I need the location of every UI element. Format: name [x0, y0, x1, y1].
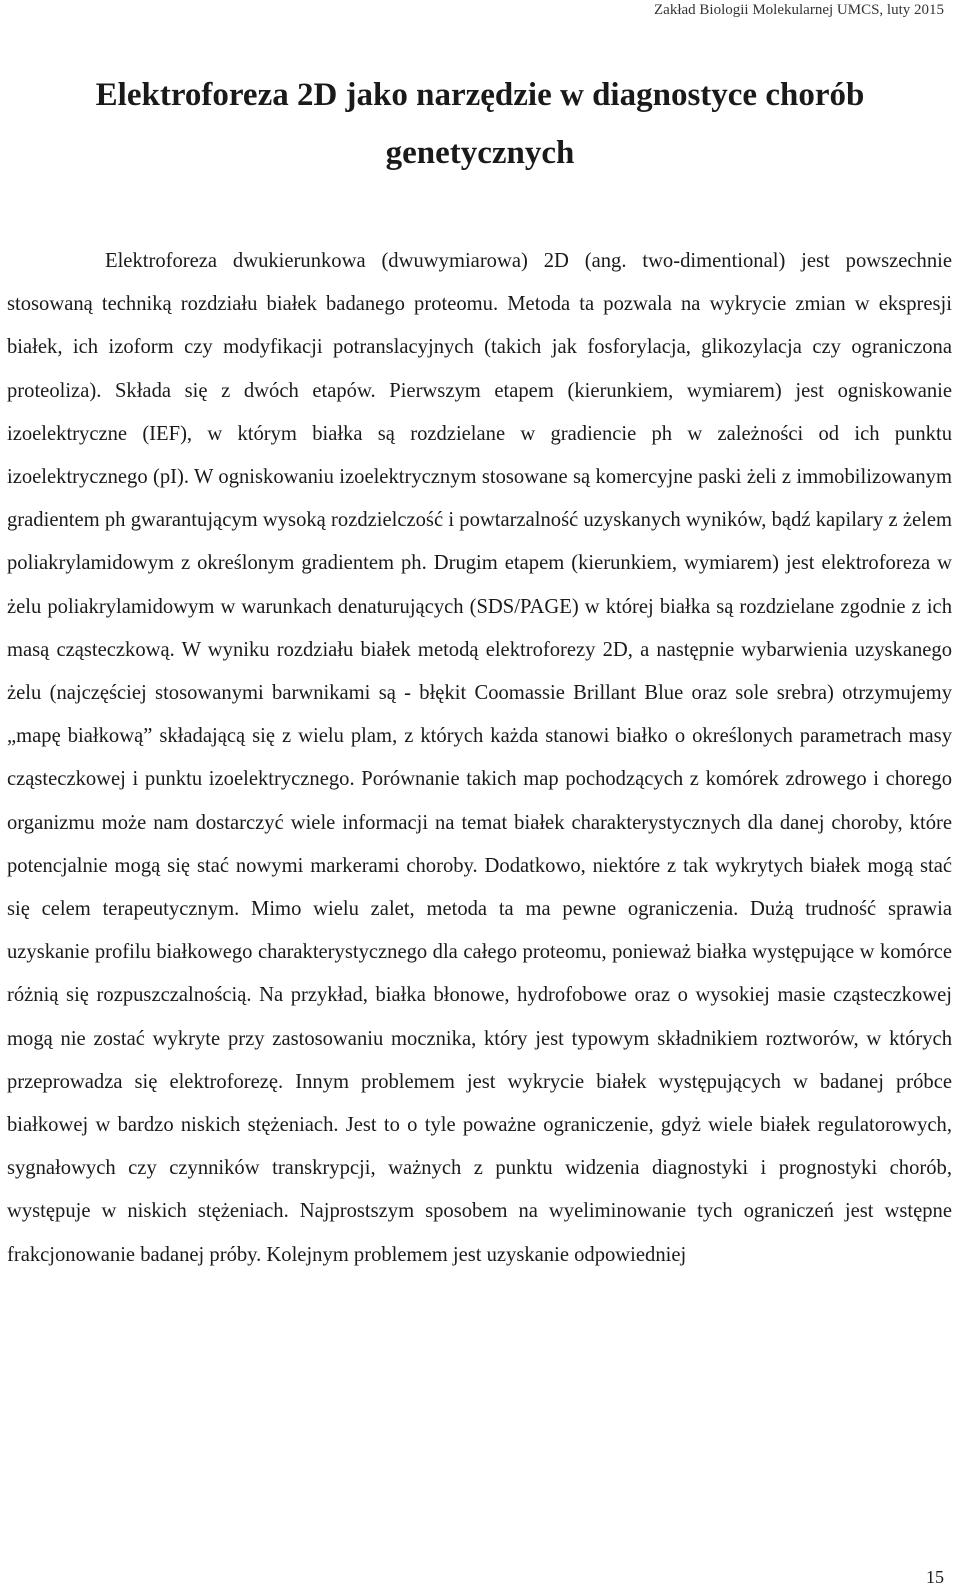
page-title-line-1: Elektroforeza 2D jako narzędzie w diagnostyce chorób	[95, 77, 865, 113]
running-head: Zakład Biologii Molekularnej UMCS, luty 2015	[654, 2, 944, 18]
body-paragraph: Elektroforeza dwukierunkowa (dwuwymiarowa) 2D (ang. two-dimentional) jest powszechnie stosowaną techniką rozdziału białek badanego proteomu. Metoda ta pozwala na wykrycie zmian w ekspresji białek, ich izoform czy modyfikacji potranslacyjnych (takich jak fosforylacja, glikozylacja czy ograniczona proteoliza). Składa się z dwóch etapów. Pierwszym etapem (kierunkiem, wymiarem) jest ogniskowanie izoelektryczne (IEF), w którym białka są rozdzielane w gradiencie ph w zależności od ich punktu izoelektrycznego (pI). W ogniskowaniu izoelektrycznym stosowane są komercyjne paski żeli z immobilizowanym gradientem ph gwarantującym wysoką rozdzielczość i powtarzalność uzyskanych wyników, bądź kapilary z żelem poliakrylamidowym z określonym gradientem ph. Drugim etapem (kierunkiem, wymiarem) jest elektroforeza w żelu poliakrylamidowym w warunkach denaturujących (SDS/PAGE) w której białka są rozdzielane zgodnie z ich masą cząsteczkową. W wyniku rozdziału białek metodą elektroforezy 2D, a następnie wybarwienia uzyskanego żelu (najczęściej stosowanymi barwnikami są - błękit Coomassie Brillant Blue oraz sole srebra) otrzymujemy „mapę białkową” składającą się z wielu plam, z których każda stanowi białko o określonych parametrach masy cząsteczkowej i punktu izoelektrycznego. Porównanie takich map pochodzących z komórek zdrowego i chorego organizmu może nam dostarczyć wiele informacji na temat białek charakterystycznych dla danej choroby, które potencjalnie mogą się stać nowymi markerami choroby. Dodatkowo, niektóre z tak wykrytych białek mogą stać się celem terapeutycznym. Mimo wielu zalet, metoda ta ma pewne ograniczenia. Dużą trudność sprawia uzyskanie profilu białkowego charakterystycznego dla całego proteomu, ponieważ białka występujące w komórce różnią się rozpuszczalnością. Na przykład, białka błonowe, hydrofobowe oraz o wysokiej masie cząsteczkowej mogą nie zostać wykryte przy zastosowaniu mocznika, który jest typowym składnikiem roztworów, w których przeprowadza się elektroforezę. Innym problemem jest wykrycie białek występujących w badanej próbce białkowej w bardzo niskich stężeniach. Jest to o tyle poważne ograniczenie, gdyż wiele białek regulatorowych, sygnałowych czy czynników transkrypcji, ważnych z punktu widzenia diagnostyki i prognostyki chorób, występuje w niskich stężeniach. Najprostszym sposobem na wyeliminowanie tych ograniczeń jest wstępne frakcjonowanie badanej próby. Kolejnym problemem jest uzyskanie odpowiedniej	[7, 250, 952, 1266]
page-title-line-2: genetycznych	[385, 135, 575, 171]
page-title	[0, 66, 960, 182]
page-number: 15	[926, 1567, 944, 1587]
